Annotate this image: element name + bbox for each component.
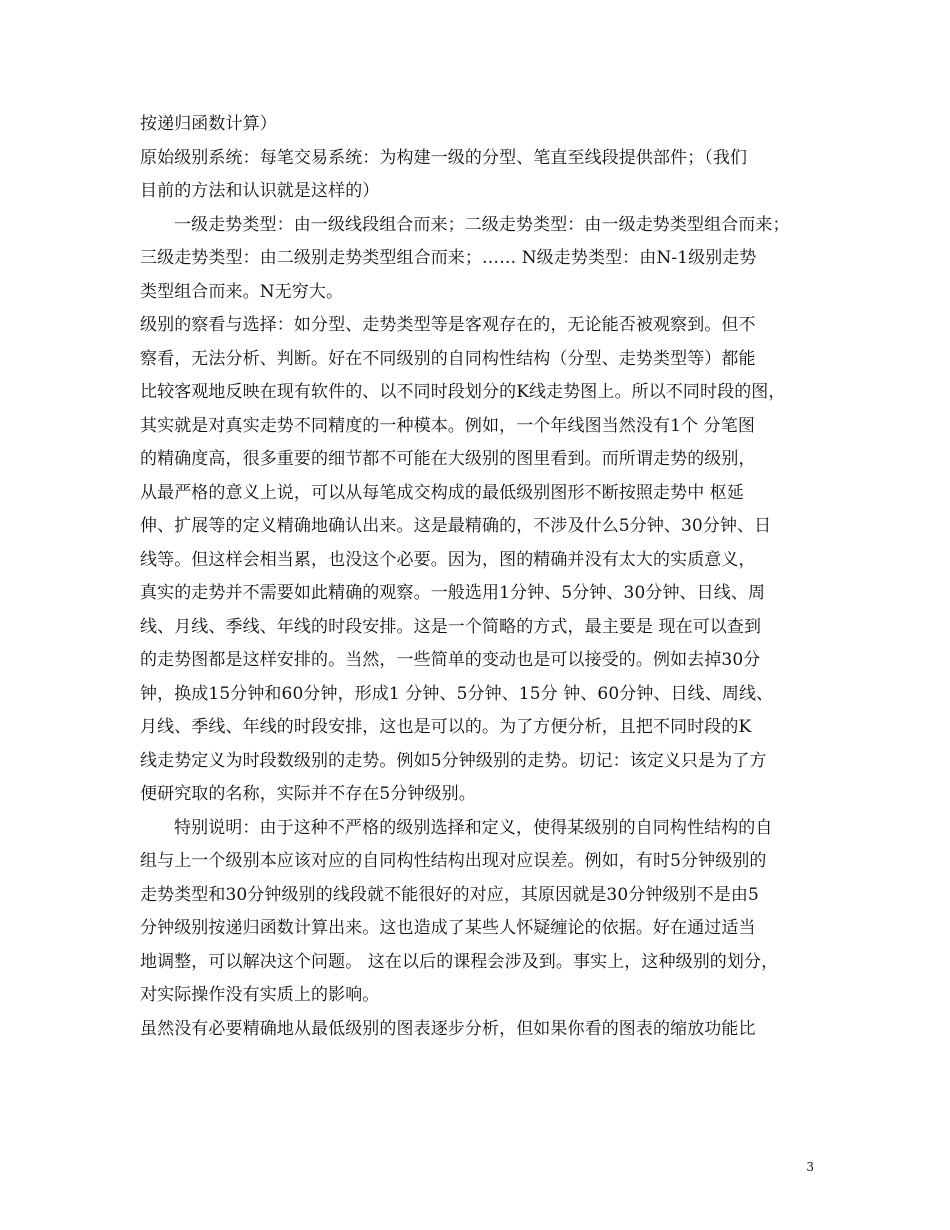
text-line: 的精确度高，很多重要的细节都不可能在大级别的图里看到。而所谓走势的级别，	[140, 449, 756, 469]
document-body	[140, 108, 820, 1046]
text-line: 特别说明：由于这种不严格的级别选择和定义，使得某级别的自同构性结构的自	[174, 817, 773, 838]
text-line: 真实的走势并不需要如此精确的观察。一般选用1分钟、5分钟、30分钟、日线、周	[140, 583, 766, 603]
text-line: 伸、扩展等的定义精确地确认出来。这是最精确的，不涉及什么5分钟、30分钟、日	[140, 516, 772, 536]
text-line: 级别的察看与选择：如分型、走势类型等是客观存在的，无论能否被观察到。但不	[140, 315, 756, 335]
text-line: 比较客观地反映在现有软件的、以不同时段划分的K线走势图上。所以不同时段的图，	[140, 382, 786, 402]
text-line: 虽然没有必要精确地从最低级别的图表逐步分析，但如果你看的图表的缩放功能比	[140, 1018, 756, 1039]
text-line: 分钟级别按递归函数计算出来。这也造成了某些人怀疑缠论的依据。好在通过适当	[140, 918, 756, 938]
text-line: 月线、季线、年线的时段安排，这也是可以的。为了方便分析，且把不同时段的K	[140, 717, 752, 737]
text-line: 从最严格的意义上说，可以从每笔成交构成的最低级别图形不断按照走势中 枢延	[140, 482, 745, 503]
text-line: 三级走势类型：由二级别走势类型组合而来；…… N级走势类型：由N-1级别走势	[140, 248, 757, 268]
text-line: 走势类型和30分钟级别的线段就不能很好的对应，其原因就是30分钟级别不是由5	[140, 884, 759, 905]
text-line: 钟，换成15分钟和60分钟，形成1 分钟、5分钟、15分 钟、60分钟、日线、周线、	[140, 683, 774, 704]
text-line: 类型组合而来。N无穷大。	[140, 281, 344, 302]
text-line: 其实就是对真实走势不同精度的一种模本。例如，一个年线图当然没有1个 分笔图	[140, 415, 755, 436]
page-number: 3	[806, 1160, 814, 1174]
text-line: 线、月线、季线、年线的时段安排。这是一个简略的方式，最主要是 现在可以查到	[140, 616, 762, 637]
text-line: 线等。但这样会相当累，也没这个必要。因为，图的精确并没有太大的实质意义，	[140, 549, 756, 570]
text-line: 对实际操作没有实质上的影响。	[140, 985, 380, 1005]
text-line: 一级走势类型：由一级线段组合而来；二级走势类型：由一级走势类型组合而来；	[174, 214, 790, 235]
text-line: 察看，无法分析、判断。好在不同级别的自同构性结构（分型、走势类型等）都能	[140, 348, 756, 369]
text-line: 地调整，可以解决这个问题。 这在以后的课程会涉及到。事实上，这种级别的划分，	[140, 951, 779, 972]
text-line: 目前的方法和认识就是这样的）	[140, 181, 380, 201]
text-line: 组与上一个级别本应该对应的自同构性结构出现对应误差。例如，有时5分钟级别的	[140, 851, 767, 871]
text-line: 按递归函数计算）	[140, 114, 277, 134]
text-line: 线走势定义为时段数级别的走势。例如5分钟级别的走势。切记：该定义只是为了方	[140, 750, 767, 771]
text-line: 原始级别系统：每笔交易系统：为构建一级的分型、笔直至线段提供部件；（我们	[140, 147, 748, 168]
text-line: 的走势图都是这样安排的。当然，一些简单的变动也是可以接受的。例如去掉30分	[140, 650, 761, 670]
text-line: 便研究取的名称，实际并不存在5分钟级别。	[140, 784, 476, 804]
